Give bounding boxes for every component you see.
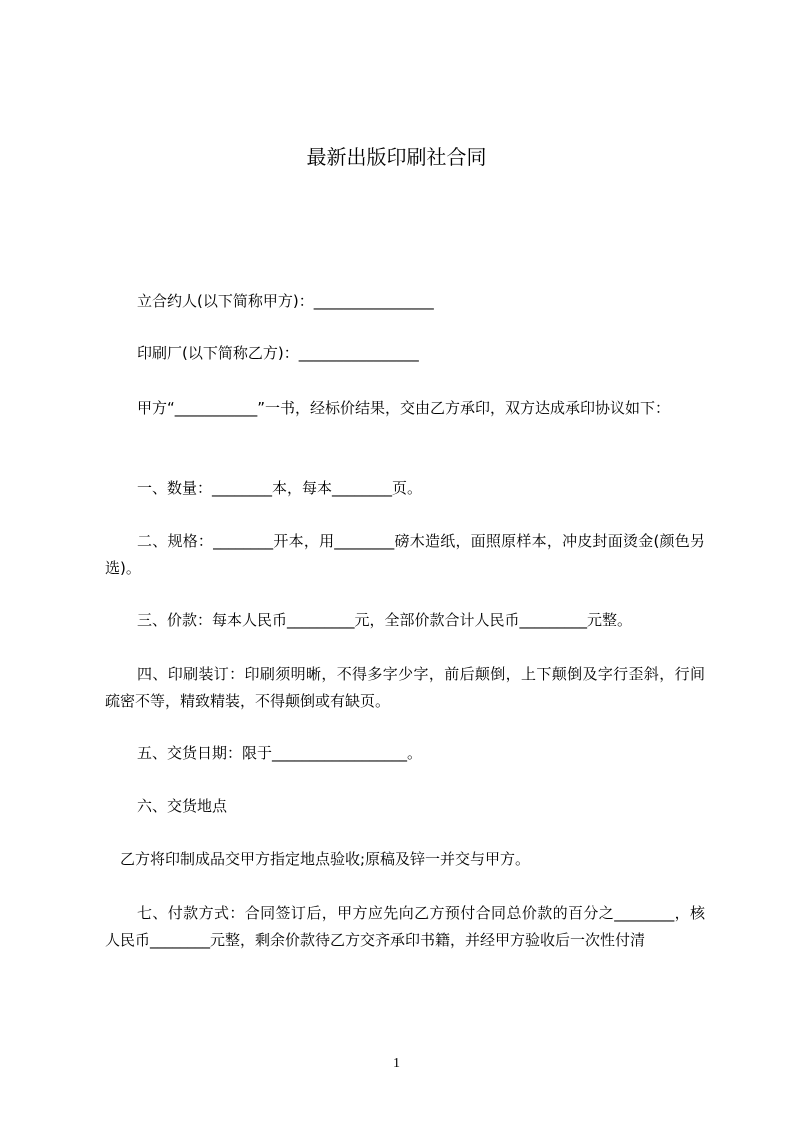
clause-delivery-date: 五、交货日期：限于__________________。 xyxy=(137,744,423,762)
agreement-intro: 甲方“___________”一书，经标价结果，交由乙方承印，双方达成承印协议如下： xyxy=(137,399,671,417)
clause-delivery-place: 六、交货地点 xyxy=(137,797,228,815)
party-a-line: 立合约人(以下简称甲方)：________________ xyxy=(137,292,434,310)
clause-specification: 二、规格：________开本，用________磅木造纸，面照原样本，冲皮封面烫金(颜色另选)。 xyxy=(105,532,705,577)
clause-payment: 七、付款方式：合同签订后，甲方应先向乙方预付合同总价款的百分之________，核人民币________元整，剩余价款待乙方交齐承印书籍，并经甲方验收后一次性付清 xyxy=(105,904,705,949)
delivery-place-detail: 乙方将印制成品交甲方指定地点验收;原稿及锌一并交与甲方。 xyxy=(120,850,531,868)
party-b-line: 印刷厂(以下简称乙方)：________________ xyxy=(137,344,419,362)
document-title: 最新出版印刷社合同 xyxy=(306,145,487,169)
clause-quantity: 一、数量：________本，每本________页。 xyxy=(137,479,423,497)
clause-price: 三、价款：每本人民币_________元，全部价款合计人民币_________元整。 xyxy=(137,611,633,629)
clause-printing-binding: 四、印刷装订：印刷须明晰，不得多字少字，前后颠倒，上下颠倒及字行歪斜，行间疏密不等，精致精装，不得颠倒或有缺页。 xyxy=(105,665,705,710)
page-number: 1 xyxy=(393,1056,400,1071)
